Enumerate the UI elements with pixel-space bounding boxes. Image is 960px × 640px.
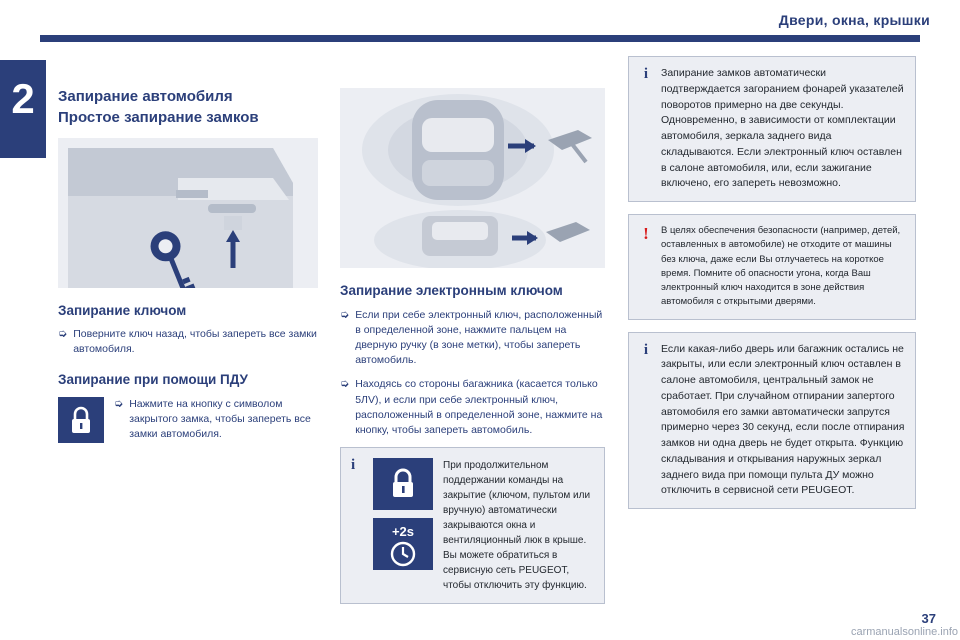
bullet-key-locking bbox=[58, 327, 318, 357]
bullet-remote-locking-text: Нажмите на кнопку с символом закрытого замка, чтобы запереть все замки автомобиля. bbox=[129, 398, 311, 441]
bullet-efob-door bbox=[340, 308, 605, 369]
column-right bbox=[628, 56, 916, 521]
subsection-key-locking: Запирание ключом bbox=[58, 302, 187, 318]
note-door-open-central-locking-text: Если какая-либо дверь или багажник остались не закрыты, или если электронный ключ оставлен в салоне автомобиля, центральный замок не сработает. При случайном отпирании запертого автомобиля его замки автоматически запрутся примерно через 30 секунд, если после отпирания замков ни одна дверь не будет открыта. Функцию складывания и открывания наружных зеркал заднего вида при помощи пульта ДУ можно отключить в сервисной сети PEUGEOT. bbox=[661, 342, 905, 497]
lock-closed-icon bbox=[58, 397, 104, 443]
watermark: carmanualsonline.info bbox=[850, 626, 958, 638]
info-icon: i bbox=[643, 66, 649, 82]
note-safety-warning-text: В целях обеспечения безопасности (например, детей, оставленных в автомобиле) не отходите от машины без ключа, даже если Вы отлучаетесь на короткое время. Помните об опасности угона, когда Ваш электронный ключ находится в зоне действия автомобиля с открытыми дверями. bbox=[661, 225, 901, 308]
column-middle bbox=[340, 88, 605, 604]
subsection-electronic-key-locking: Запирание электронным ключом bbox=[340, 283, 563, 298]
note-safety-warning bbox=[628, 214, 916, 320]
note-indicator-confirmation bbox=[628, 56, 916, 202]
info-icon: i bbox=[643, 341, 649, 358]
bullet-arrow-icon: ➭ bbox=[340, 378, 350, 391]
note-long-press-close bbox=[340, 447, 605, 604]
bullet-efob-boot bbox=[340, 377, 605, 438]
bullet-efob-boot-text: Находясь со стороны багажника (касается только 5ЛV), и если при себе электронный ключ, расположенный в определенной зоне, нажмите на кнопку, чтобы запереть автомобиль. bbox=[355, 378, 603, 437]
car-top-view-and-rear-view-illustration bbox=[340, 88, 605, 268]
pictogram-group bbox=[373, 458, 433, 570]
plus-2s-icon bbox=[373, 518, 433, 570]
header-rule-right bbox=[580, 35, 920, 42]
bullet-efob-door-text: Если при себе электронный ключ, расположенный в определенной зоне, нажмите пальцем на дверную ручку (в зоне метки), чтобы запереть автомобиль. bbox=[355, 308, 603, 367]
info-icon: i bbox=[351, 457, 356, 474]
lock-closed-icon bbox=[373, 458, 433, 510]
bullet-arrow-icon: ➭ bbox=[58, 328, 68, 341]
chapter-number: 2 bbox=[11, 75, 35, 122]
bullet-arrow-icon: ➭ bbox=[340, 308, 350, 321]
note-long-press-close-text: При продолжительном поддержании команды на закрытие (ключом, пультом или вручную) автоматически закрываются окна и вентиляционный люк в крыше. Вы можете обратиться в сервисную сеть PEUGEOT, чтобы отключить эту функцию. bbox=[443, 460, 591, 592]
warning-icon: ! bbox=[643, 224, 649, 243]
car-door-with-key-illustration bbox=[58, 138, 318, 288]
bullet-key-locking-text: Поверните ключ назад, чтобы запереть все замки автомобиля. bbox=[73, 328, 317, 356]
header-rule-left bbox=[40, 35, 580, 42]
note-door-open-central-locking bbox=[628, 332, 916, 510]
svg-text:+2s: +2s bbox=[391, 524, 415, 540]
bullet-arrow-icon: ➭ bbox=[114, 398, 124, 411]
page-number: 37 bbox=[921, 611, 936, 626]
column-left bbox=[58, 88, 318, 453]
remote-locking-block bbox=[58, 397, 318, 443]
note-indicator-confirmation-text: Запирание замков автоматически подтверждается загоранием фонарей указателей поворотов примерно на две секунды. Одновременно, в зависимости от комплектации автомобиля, зеркала заднего вида складываются. Если электронный ключ оставлен в салоне автомобиля, или, если зажигание включено, его запереть невозможно. bbox=[661, 67, 904, 190]
chapter-title: Двери, окна, крышки bbox=[778, 12, 930, 28]
subsection-remote-locking: Запирание при помощи ПДУ bbox=[58, 372, 248, 388]
section-title-locking: Запирание автомобиля bbox=[58, 88, 233, 105]
section-subtitle-simple-locking: Простое запирание замков bbox=[58, 108, 259, 126]
